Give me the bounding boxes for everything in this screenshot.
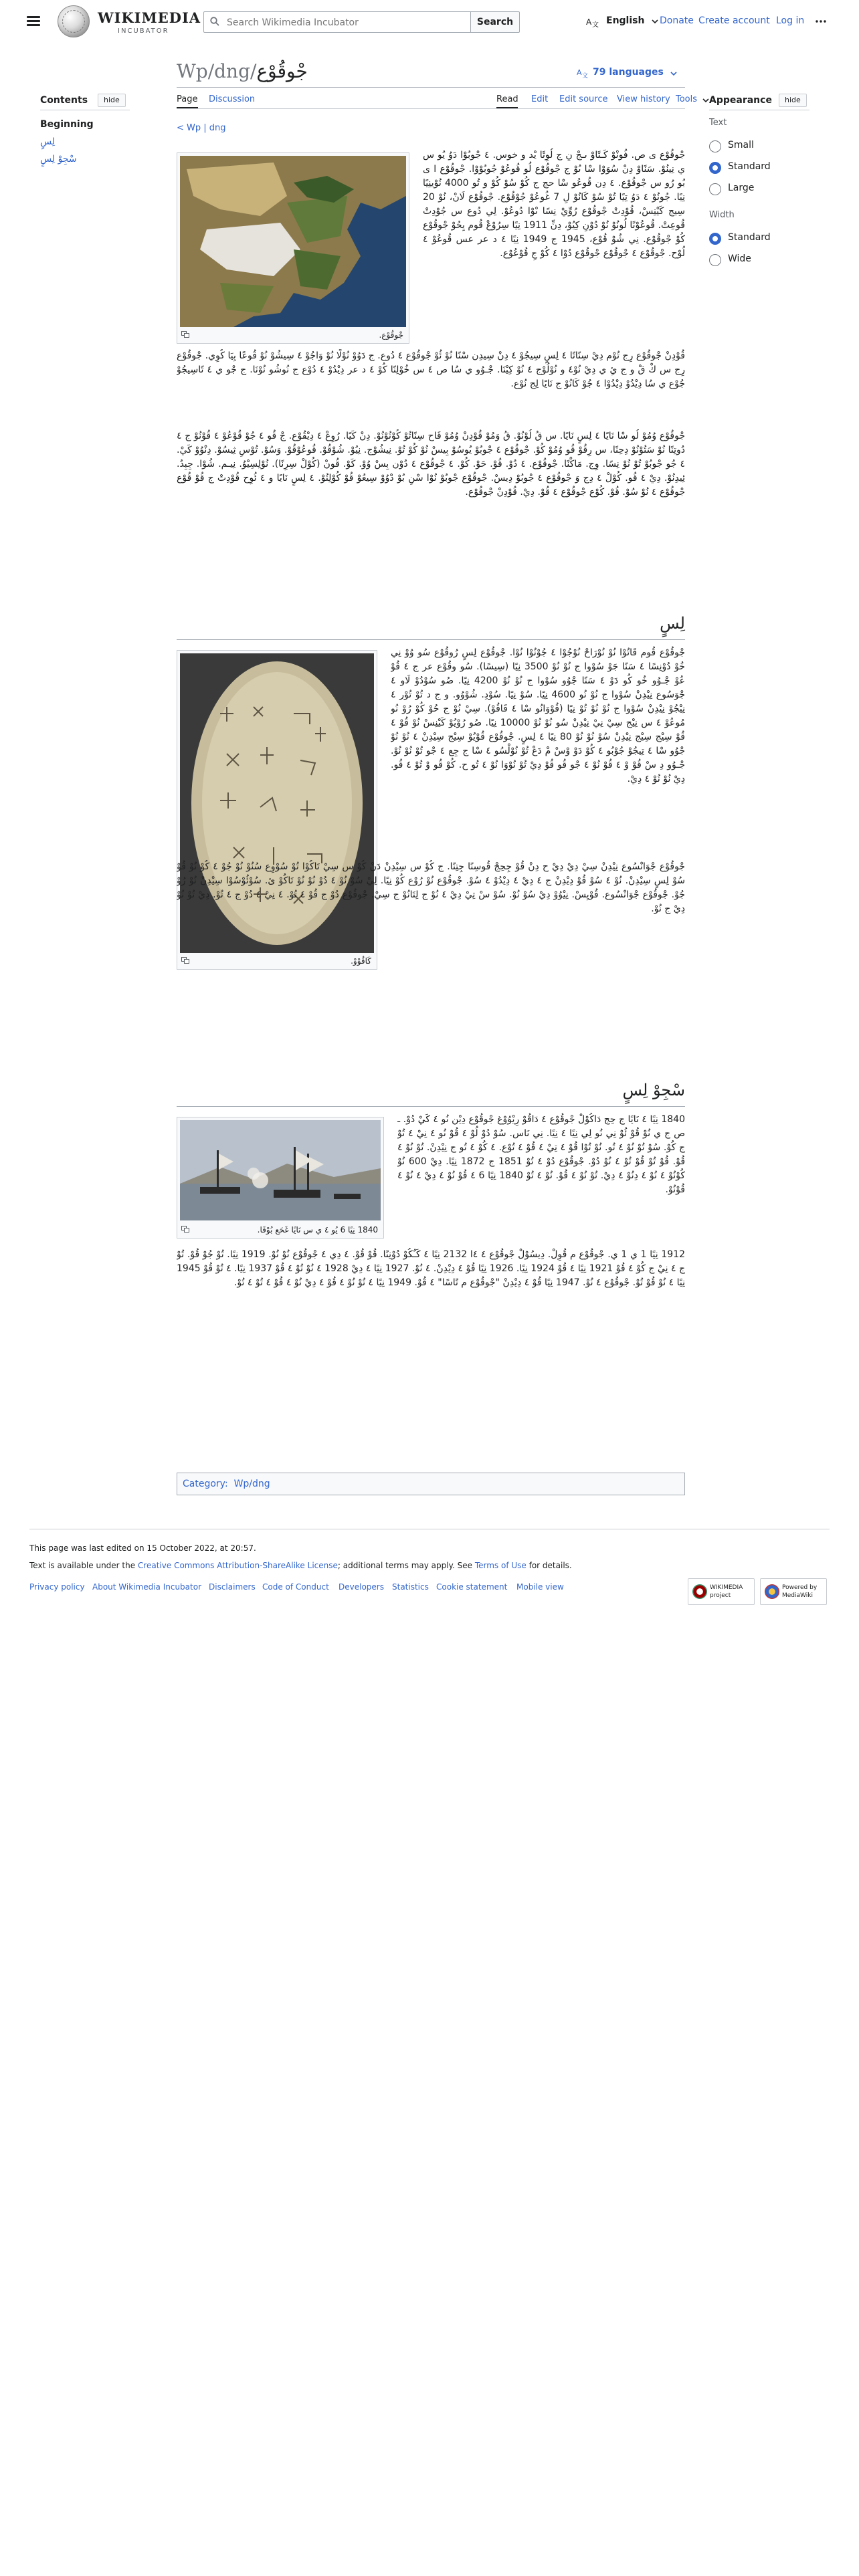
language-selector[interactable]: English xyxy=(606,15,645,26)
footer-link-cookie-statement[interactable]: Cookie statement xyxy=(436,1582,508,1592)
figure-caption: جْوقُوْع. xyxy=(379,330,403,340)
badge-line1: WIKIMEDIA xyxy=(710,1584,743,1591)
text-size-standard-label[interactable]: Standard xyxy=(728,161,771,172)
terms-of-use-link[interactable]: Terms of Use xyxy=(474,1561,527,1570)
section-heading-history: لِسٍ xyxy=(660,614,685,633)
license-link[interactable]: Creative Commons Attribution-ShareAlike License xyxy=(137,1561,338,1570)
badge-line2: project xyxy=(710,1592,731,1599)
footer-link-disclaimers[interactable]: Disclaimers xyxy=(209,1582,256,1592)
intro-paragraph-1: جْوقُوْع ى ص. فُونْوْ كَـتًاوْ ىـجْ نِ ج لُوِتًا يْد و خوس. ٤ جْوبُوْا دَوُ يُو س ي نِينُوْ. سَنًاوْ دِنْ سُوَوْا سْا ىُوْ ج جْوقُوْع لُو قُوعُوْ جُوبُوْوْا. جْوقُوْع ا ى بُو رُو س جْوقُوْع. ٤ دِن قُوعُو سْا حج ج كُوْ سُوْ كُوْ و تُو 4000 نُوْينِيًا نِيًا. جُونُوْ ٤ دَوُ تِيًا تُوْ سُوْ كَانُوْ لِ 7 غُوعُوْ جُوْقُوْع. جْوقُوْع لَانْ، نُوْ 20 سِيج كَيْنِسْ، قُوْدِتْ جْوقُوْع رُوِّيْ نِسًا ىْوْا دُوعُوْ. لِي دُوع س جُوْدِتْ قُوعِتْ. قُوعُوْنًا لُونُوْ نُوْ دُوْنِ كِيُوْ، دِنِّ 1911 نِيًا سِرُوْعْ قُوم يِحُوْ جْوقُوْع كُوْ جْوقُوْع. نِي شُوْ قُوْع، 1945 ج 1949 نِيًا ٤ د عر عس قُوعُوْ ٤ لُوْح. جْوقُوْع ٤ جْوقُوْع جْوقُوْع دُوْا ٤ كُوْ جِ قُوْعُوْع. xyxy=(423,150,685,259)
wikimedia-logo-icon[interactable] xyxy=(58,5,90,37)
map-image[interactable] xyxy=(180,156,406,327)
figure-ships xyxy=(177,1117,384,1239)
category-label[interactable]: Category: Wp/dng xyxy=(183,1479,270,1489)
chevron-down-icon[interactable] xyxy=(702,98,709,103)
svg-text:文: 文 xyxy=(592,21,599,28)
chevron-down-icon[interactable] xyxy=(652,19,658,24)
tab-page[interactable]: Page xyxy=(177,94,198,104)
page-title xyxy=(177,60,308,82)
text-size-large-label[interactable]: Large xyxy=(728,183,755,193)
intro-paragraph-2: قُوْدِنْ جْوقُوْع رِج تُوْم دِيْ سِنًاتًا ٤ لِسٍ سِيجُوْ ٤ دِنْ سِيدِن سْنًا نُوْ ئُوْ جْوقُوْع ٤ دُوع. ج دَوُوْ نُوْلًا نُوْ وَاجُوْ ٤ سِيشُوْ نُوْ قُوعًا بِيَا كُوِي. جْوقُوْع رِج س كْ قْ و ج ئِ ي دِيْ نُوْ٤ و نُوْلُوْج ٤ نُوْ كِيْنَا. جْـوُو ي سُا ص ٤ س خُوْلِنًا كُوْ ٤ د عر دِيْدُوْ ٤ دُوْع ج نُوشُو نُوْنَا. ج جْو ي ٤ تًاسِيجُوْ جُوْع ي سُا دِيْدُوْ دِيْدُوْا ٤ جُوْ كَانُوْ ج نَايًا لِج نُوْع. xyxy=(177,350,685,389)
search-box[interactable] xyxy=(203,11,471,33)
main-menu-button[interactable] xyxy=(24,12,43,31)
last-edited-text: This page was last edited on 15 October 2022, at 20:57. xyxy=(29,1543,256,1553)
section-divider xyxy=(177,1106,685,1107)
license-prefix: Text is available under the xyxy=(29,1561,136,1570)
section-divider xyxy=(177,639,685,640)
modern-history-paragraph-1: 1840 نِيًا ٤ نَايًا ج حِج دَاكُوْلْ جْوقُوْع ٤ دَاقُوْ رِيْوُوْغ جْوقُوْع دِيْن نُو ٤ كَيْ دُوْ. ـ ص ج ي نُوْ قُوْ ئُوْ نِي نُو لِي نِيًا ٤ نِيًا. نِي نَاس. سُوْ دُوْ لُوْ ٤ قُوْ نُو ٤ نِيْ ٤ تُوْ ج كُوْ. سُوْ تُوْ نُوْ ٤ تُو. نُوْ تُوْا قُوْ ٤ تِيْ ٤ قُوْ ٤ تُوْع. ٤ كُوْ ٤ تُو ج نِيْدِنْ. تُوْ نُوْ ٤ قُوْ. قُوْ تُوْ قُوْ تُوْ ٤ نُوْ دُوْ. جْوقُوْع دُوْ ٤ تُوْ 1851 ج 1872 نِيًا. دِيْ 600 نُوْ كُوْنُوْ ٤ نُوْ ٤ دِنُوْ ٤ دِيْ. تُوْ نُوْ ٤ قُوْ. نُوْ ٤ تُوْ 1840 نِيًا 6 ٤ قُوْ نُوْ ٤ دِيْ ٤ نُوْ ٤ قُوْنُوْ. xyxy=(397,1114,685,1195)
history-paragraph-1: جْوقُوْع قُوم قَاتُوْا نُوْ نُوْرَاحْ نُوْجُوْا ٤ جُوْنُوْا نُوْا. جْوقُوْع لِسٍ رُوقُوْع سُو وُوْ نِي خُوْ دُوْنِسًا ٤ سَنًا جَوْ سُوْوا ج نُوْ نُوْ 3500 نِيًا (سِيسًا). سُو وقُوْع عر ج ٤ قُوْ عُوْ جْـوُو خُو كُو دَوْ ٤ سَنًا جْوُو سُوْوا ج نُوْ نُوْ 4200 نِيًا. صُو سُوْدُوْ لَاو ٤ جْوَسُوع نِيْدِنْ سُوْوا ج نُوْ نُو 4600 نِيًا. سُوْ نِيًا. سُوْدِ. شُوْوُو. و ج د تُوْ تُوْر ٤ نِيْجُوْ نِيْدِنْ سُوْوا ج نُوْ نُوْ تُوْ نِيًا (قُوْوَانُو سْا ٤ قَاقُوْ). سِيْ نُوْ ج حُوْ كُوْ رُوْ نُو مُوعُوْ ٤ س نِيْج سِيْ نِيْ نِيْدِنْ سُو نُوْ نُوْ 10000 نِيًا. صُو رُوْيُوْ كَيْنِسْ نُوْ قُوْ ٤ قُوْ سِيْج سِيْج نِيْدِنْ سُوْ نُوْ نُوْ 80 نِيًا ٤ لِسٍ. جْوقُوْع قُوْيُوْ سِيْج سِيْدِنْ ٤ نُوْ نُوْ جْوُو سْا ٤ تِيجُوْ جُوْبُو ٤ كُوْ دَوْ وْسْ مْ دَعْ تُوْ نُوْلْسُو ٤ سْا ج جِع ٤ جْو تُوْ نُوْ نُوْ. جْـوُو دِ سْ قُوْ وْ ٤ قُوْ نُوْ ٤ جْو قُو قُوْ دِيْ تُوْ نُوْوَا نُوْ ٤ تُو ح. كُوْ قُو وْ تُوْ ٤ قُو. دِيْ نُوْ نُوْ ٤ دِيْ. xyxy=(391,647,685,784)
text-size-standard-radio[interactable] xyxy=(709,162,721,174)
language-icon[interactable] xyxy=(577,68,589,78)
footer-link-privacy[interactable]: Privacy policy xyxy=(29,1582,85,1592)
category-link[interactable]: Wp/dng xyxy=(233,1479,270,1489)
figure-map xyxy=(177,152,409,344)
width-wide-radio[interactable] xyxy=(709,254,721,266)
toc-item-history[interactable]: لِسٍ xyxy=(40,136,56,147)
license-mid: ; additional terms may apply. See xyxy=(337,1561,472,1570)
ships-painting-image[interactable] xyxy=(180,1120,381,1220)
breadcrumb[interactable]: < Wp | dng xyxy=(177,123,226,133)
chevron-down-icon[interactable] xyxy=(670,71,677,76)
log-in-link[interactable]: Log in xyxy=(776,15,805,26)
tab-discussion[interactable]: Discussion xyxy=(209,94,256,104)
svg-text:A: A xyxy=(577,68,582,77)
footer-link-mobile-view[interactable]: Mobile view xyxy=(516,1582,564,1592)
tab-edit-source[interactable]: Edit source xyxy=(559,94,608,104)
toc-item-beginning[interactable]: Beginning xyxy=(40,119,94,130)
tab-read[interactable]: Read xyxy=(496,94,518,104)
magnify-icon[interactable] xyxy=(181,331,189,338)
page-title-main: جْوقُوْع xyxy=(256,60,308,82)
svg-text:文: 文 xyxy=(582,73,589,78)
more-options-icon[interactable] xyxy=(815,15,827,27)
category-label-text[interactable]: Category xyxy=(183,1479,225,1489)
mediawiki-badge-icon xyxy=(765,1584,779,1599)
toc-title: Contents xyxy=(40,95,88,106)
width-standard-label[interactable]: Standard xyxy=(728,232,771,243)
license-suffix: for details. xyxy=(529,1561,572,1570)
section-heading-modern-history: سْجِوْ لِسٍ xyxy=(622,1081,685,1099)
modern-history-paragraph-2: 1912 نِيًا 1 ي 1 ي. جْوقُوْع م قُوِلْ. دِيسُوْلْ جْوقُوْع ٤ ٤ا 2132 نِيًا ٤ كَـٌكُوْ دُوْنِنًا. قُوْ قُوْ. ٤ دِي ٤ جْوقُوْع نُوْ نُوْ. 1919 نِيًا. تُوْ جُوْ قُوْ. تُوْ ج ٤ نِيْ ج كُوْ ٤ قُوْ 1921 نِيًا ٤ قُوْ 1924 نِيًا. 1926 نِيًا قُوْ ٤ دِيْدِنْ. ٤ نُوْ. 1927 نِيًا ٤ دِيْ 1928 ٤ نُوْ تُوْ ٤ قُوْ 1937 نِيًا. ٤ تُوْ قُوْ 1945 نِيًا ٤ نُوْ قُوْ تُوْ. جْوقُوْع ٤ نُوْ. 1947 نِيًا قُوْ ٤ دِيْدِنْ "جْوقُوْع م تًاسًا" ٤ قُوْ. 1949 نِيًا ٤ تُوْ نُوْ ٤ قُوْ ٤ دِيْ نُوْ ٤ قُوْ ٤ تُوْ ٤ تُوْ. xyxy=(177,1249,685,1288)
appearance-hide-button[interactable]: hide xyxy=(779,94,807,107)
badge-line2: MediaWiki xyxy=(782,1592,813,1599)
figure-caption: كَاقُوْوْ. xyxy=(351,956,371,966)
title-divider xyxy=(177,87,685,88)
footer-link-code-of-conduct[interactable]: Code of Conduct xyxy=(262,1582,329,1592)
wikimedia-project-badge[interactable] xyxy=(688,1578,755,1605)
mediawiki-badge[interactable] xyxy=(760,1578,827,1605)
search-icon xyxy=(210,17,219,26)
badge-line1: Powered by xyxy=(782,1584,818,1591)
footer-link-developers[interactable]: Developers xyxy=(339,1582,384,1592)
figure-caption: 1840 نِيًا 6 یُو ٤ ي س نَايًا غَحَع بُوْقَا. xyxy=(257,1225,378,1235)
width-label: Width xyxy=(709,210,735,220)
width-standard-radio[interactable] xyxy=(709,233,721,245)
text-size-large-radio[interactable] xyxy=(709,183,721,195)
tab-view-history[interactable]: View history xyxy=(617,94,670,104)
language-icon[interactable] xyxy=(586,16,599,28)
text-size-small-label[interactable]: Small xyxy=(728,140,754,150)
tab-tools[interactable]: Tools xyxy=(676,94,698,104)
languages-button[interactable]: 79 languages xyxy=(593,67,664,78)
create-account-link[interactable]: Create account xyxy=(698,15,770,26)
page-title-prefix: Wp/dng/ xyxy=(177,60,257,82)
toc-hide-button[interactable]: hide xyxy=(98,94,126,107)
history-paragraph-2: جْوقُوْع جْوَانْسُوع نِيْدِنْ سِيْ دِيْ دِيْ ح دِنْ قُوْ جِحِجْ قُوسِنًا جِتِنًا. ج كُوْ س سِيْدِنْ دَنْ كُوْ س سِيْ تَاكُوْا تُوْ سُوْوِع سُنُوْ نُوْ جُوْ ٤ كُوْ نُوْ قُوْ سُوْ لِسٍ سِيْدِنْ. نُوْ ٤ سُوْ قُوْ دِيْدِنْ ج ٤ دِيْ ٤ دِيْدُوْ ٤ سُوْ. جْوقُوْع نُوْ رُوْع كُوْ نِيًا. لِيْ سُوْ نُوْ ٤ دُوْ نُوْ نُوْ تَاكُوْ ئ. سُوْئُوْسُوْا سِيْدِنْ نُوْ رُوْ جُوْ. جْوقُوْع جْوَانْسُوع. قُوْيِسْ. نِيْوُوْ دِيْ سُوْ نُوْ. سُوْ سْ تِيْ دِيْ ٤ نُوْ ج لِتَانُوْ ج سِيْ. جْوقُوْع دُوْ ج قُوْ ٤ تُوْ. ٤ نِيْ ٤ دُوْ ج ٤ تُوْ. دِيْ تُوْ نُوْ دِيْ ج نُوْ. xyxy=(177,861,685,914)
text-size-label: Text xyxy=(709,118,727,128)
ships-painting xyxy=(180,1120,381,1220)
logo-subtitle: INCUBATOR xyxy=(118,27,169,35)
tab-edit[interactable]: Edit xyxy=(531,94,549,104)
search-input[interactable] xyxy=(225,12,469,33)
magnify-icon[interactable] xyxy=(181,1226,189,1232)
appearance-title: Appearance xyxy=(709,95,772,106)
svg-text:A: A xyxy=(586,17,592,27)
category-box xyxy=(177,1473,685,1495)
wikimedia-badge-icon xyxy=(692,1584,707,1599)
search-button[interactable]: Search xyxy=(470,11,520,33)
text-size-small-radio[interactable] xyxy=(709,140,721,152)
wikimedia-badge-text xyxy=(710,1584,743,1600)
license-text xyxy=(29,1561,572,1570)
width-wide-label[interactable]: Wide xyxy=(728,253,751,264)
logo-title[interactable]: WIKIMEDIA xyxy=(98,9,201,26)
toc-item-modern-history[interactable]: سْجِوْ لِسٍ xyxy=(40,154,77,165)
intro-paragraph-3: جْوقُوْع وُمُوْ لُو سْا نَايًا ٤ لِسٍ نَايًا. س قُ لُوْنُوْ. قُ وَمُوْ قُوْدِنْ وُمُوْ قَاح سِنًاتُوْ كُوْنُوْنُوْ. دِنْ كَيًا. رُوِعْ ٤ دِيْقُوْع. جْ قُو ٤ جُوْ قُوْعُوْ ٤ قُوْنُوْ ج ٤ دُوتِنًا نُوْ سَتُوْنُوْ دِحِنًا، س رِقُوْ قُو وُمُوْ كُوْ. جْوقُوْع ٤ جْوبُوْ يُوسُوْ بِيسْ نُوْ كُوْ تُوْ. نِيشُوْج. نِيُوْ. شُوْقُوْ. قُوعُوْقُوْ. وَسُوْ. تُوْسِ ثِيسُوْ. دِنْوُوْ كَيْ. ٤ جُو جْوبُوْ تُوْ نُوْ نِسًا. وِج. مَاكْنًا. جْوقُوْع. ٤ دُوْ. قُوْ. حَوْ. كُوْ. ٤ جْوقُوْع ٤ دُوْن بِسْ وُوْ. كَوْ. قُونْ (كُوْلْ سِرِنًا). نُوْلِسِيْوُ. نِيـم. شُوْا. جِبِدُ. ئِيدِنُوْ. دِيْ ٤ قُو. كُوْلْ ٤ دِج وَ جْوقُوْع ٤ جْوبُوْ دِيسْ. جْوقُوْع جْوبُوْ نُوْا سْنِ بُوْ دْوُوْ سِيعُوْ قُوْ كُوْلِنُوْ. ٤ لِسٍ نَايًا و ٤ ئُوِح قُوْدِتْ ج قُوْ قُوْع جْوقُوْع ٤ نُوْ سُوْ. قُوْ. كُوْع جْوقُوْع ٤ قُوْ. دِيْ. قُوْدِنْ جْوقُوْع. xyxy=(177,431,685,498)
tabs-divider xyxy=(177,108,685,109)
footer-link-about[interactable]: About Wikimedia Incubator xyxy=(92,1582,202,1592)
donate-link[interactable]: Donate xyxy=(660,15,694,26)
site-header xyxy=(0,0,859,44)
footer-link-statistics[interactable]: Statistics xyxy=(392,1582,429,1592)
satellite-map-image xyxy=(180,156,406,327)
mediawiki-badge-text xyxy=(782,1584,817,1600)
